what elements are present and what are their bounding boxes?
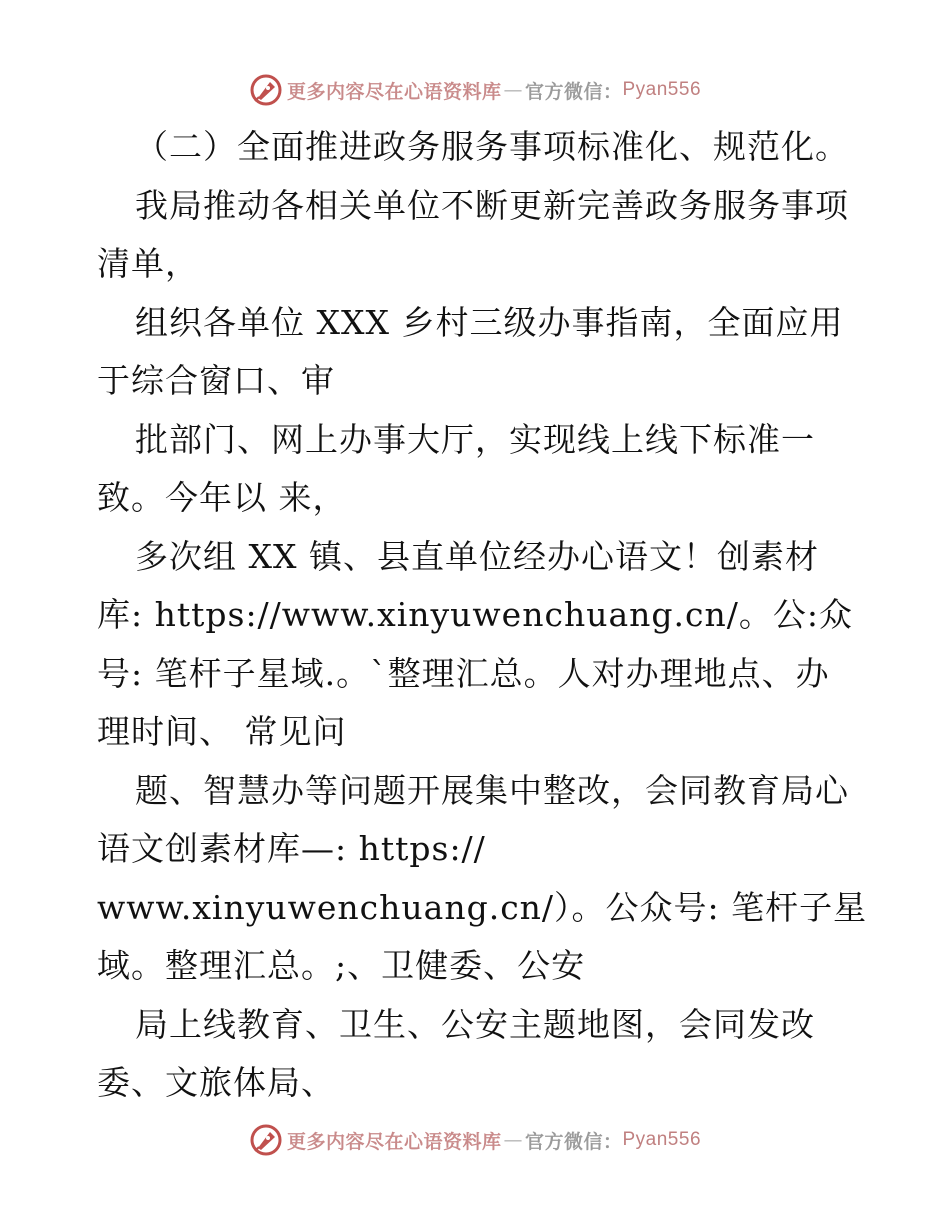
header-watermark-banner (0, 70, 950, 110)
section-heading: （二）全面推进政务服务事项标准化、规范化。 (135, 127, 849, 166)
text-line: 号: 笔杆子星域.。`整理汇总。人对办理地点、办 (97, 653, 830, 693)
text-line: 批部门、网上办事大厅，实现线上线下标准一 (135, 419, 815, 459)
text-line: 委、文旅体局、 (97, 1063, 335, 1102)
footer-watermark-banner (0, 1120, 950, 1160)
text-line: 域。整理汇总。;、卫健委、公安 (97, 946, 586, 985)
banner-wechat-label: 官方微信： (524, 1130, 623, 1153)
text-line: 库: https://www.xinyuwenchuang.cn/。公:众 (97, 595, 853, 634)
banner-slogan: 更多内容尽在心语资料库 (286, 1130, 502, 1153)
pen-nib-logo-icon (249, 73, 283, 107)
banner-wechat-id: Pyan556 (622, 79, 702, 100)
banner-wechat-id: Pyan556 (622, 1129, 702, 1150)
text-line: 语文创素材库—: https:// (97, 829, 486, 868)
text-line: 致。今年以 来， (97, 478, 347, 517)
text-line: 多次组 XX 镇、县直单位经办心语文！创素材 (135, 536, 819, 576)
text-line: 清单， (97, 244, 199, 283)
banner-dash: — (503, 79, 523, 101)
text-line: 于综合窗口、审 (97, 361, 335, 400)
pen-nib-logo-icon (249, 1123, 283, 1157)
text-line: 题、智慧办等问题开展集中整改，会同教育局心 (135, 770, 849, 810)
text-line: 理时间、 常见问 (97, 712, 347, 751)
document-body (97, 118, 868, 1113)
text-line: www.xinyuwenchuang.cn/）。公众号: 笔杆子星 (97, 887, 868, 927)
banner-dash: — (503, 1129, 523, 1151)
banner-slogan: 更多内容尽在心语资料库 (286, 80, 502, 103)
text-line: 局上线教育、卫生、公安主题地图，会同发改 (135, 1004, 815, 1044)
text-line: 我局推动各相关单位不断更新完善政务服务事项 (135, 185, 849, 225)
text-line: 组织各单位 XXX 乡村三级办事指南，全面应用 (135, 302, 844, 342)
banner-wechat-label: 官方微信： (524, 80, 623, 103)
